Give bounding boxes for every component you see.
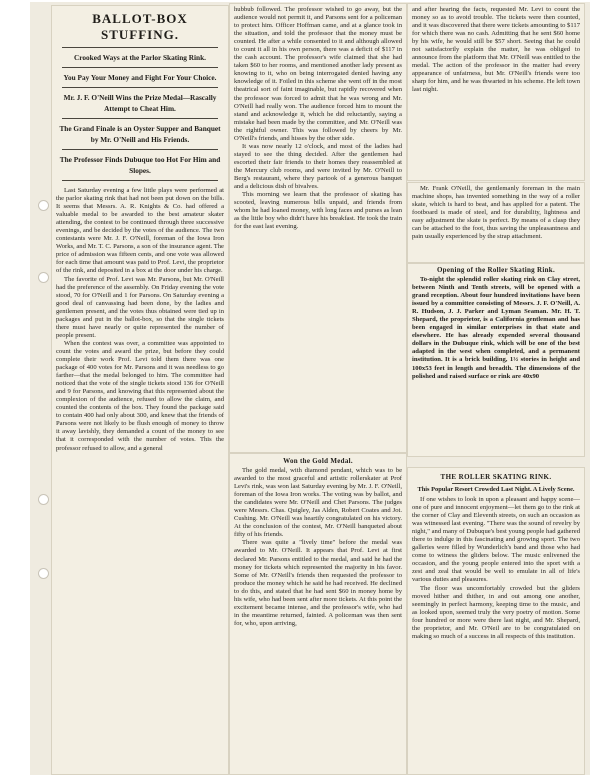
article-paragraph: and after hearing the facts, requested Mr. Levi to count the money so as to avoid trouble. The tickets were then counted, and it was discovered that there were tickets amounting to $117 for which there was no cash. Admitting that he sent $60 home by his wife, he would still be $57 short. Seeing that he could not satisfactorily explain the matter, he was obliged to announce from the platform that Mr. O'Neill was entitled to the medal. The action of the professor in the matter had every appearance of unfairness, but Mr. O'Neill's friends were too sharp for him, and he was thwarted in his scheme. He left town last night. bbox=[412, 6, 580, 94]
article-paragraph: If one wishes to look in upon a pleasant and happy scene—one of pure and innocent enjoyment—let them go to the rink at the corner of Clay and Eleventh streets, on such an occasion as was witnessed last evening. "There was the sound of revelry by night," and many of Dubuque's best young people had gathered there to indulge in this fascinating and growing sport. The two galleries were filled by Wunderlich's band and those who had come to witness the gliders below. The music enlivened the occasion, and the young people entered into the sport with a zest and zeal that would be well to emulate in all of life's various duties and pleasures. bbox=[412, 496, 580, 584]
punch-hole bbox=[38, 200, 49, 211]
article-paragraph: The floor was uncomfortably crowded but the gliders moved hither and thither, in and out among one another, seemingly in perfect harmony, keeping time to the music, and as looked upon, seemed truly the very poetry of motion. Some four hundred or more were there last night, and Mr. Shepard, the proprietor, and Mr. O'Neil are to be congratulated on making so much of a success in all respects of this institution. bbox=[412, 584, 580, 640]
subhead: Crooked Ways at the Parlor Skating Rink. bbox=[74, 53, 206, 62]
punch-hole bbox=[38, 272, 49, 283]
article-heading: THE ROLLER SKATING RINK. bbox=[440, 473, 552, 481]
divider bbox=[452, 483, 540, 484]
article-paragraph: To-night the splendid roller skating rink on Clay street, between Ninth and Tenth streets, will be opened with a grand reception. About four hundred invitations have been issued by a committee consisting of Messrs. J. F. O'Neill, A. R. Hudson, J. J. Parker and Lyman Seaman. Mr. H. T. Shepard, the proprietor, is a California gentleman and has been engaged in similar enterprises in that state and elsewhere. He has already expended several thousand dollars in the Dubuque rink, which will be one of the best adapted in the west when completed, and a permanent institution. It is a brick building, 1½ stories in height and 100x53 feet in length and breadth. The dimensions of the polished and raised surface or rink are 40x90 bbox=[412, 276, 580, 380]
article-heading: Won the Gold Medal. bbox=[283, 457, 353, 465]
headline: BALLOT-BOX STUFFING. bbox=[92, 11, 188, 42]
article-paragraph: The favorite of Prof. Levi was Mr. Parsons, but Mr. O'Neill had the preference of the assembly. On Friday evening the vote stood, 70 for O'Neill and 1 for Parsons. On Saturday evening a good deal of canvassing had been done, by the ladies and gentlemen present, and the votes thus obtained were tied up in packages and put in the ballot-box, so that the single tickets there must have nearly or quite represented the number of people present. bbox=[56, 275, 224, 339]
article-paragraph: Last Saturday evening a few little plays were performed at the parlor skating rink that had not been put down on the bills. It seems that Messrs. A. R. Knights & Co. had offered a valuable medal to be awarded to the best amateur skater attending, the contest to be continued through three successive evenings, and be decided by the votes of the audience. The two contestants were Mr. J. F. O'Neill, foreman of the Iowa Iron Works, and Mr. T. C. Parsons, a son of the insurance agent. The price of admission was fifteen cents, and one vote was allowed for each time that amount was paid to Prof. Levi, the proprietor of the rink, and deposited in a box at the door under his charge. bbox=[56, 187, 224, 275]
scrapbook-page bbox=[30, 2, 590, 775]
subhead: Mr. J. F. O'Neill Wins the Prize Medal—Rascally Attempt to Cheat Him. bbox=[63, 93, 217, 113]
article-subheading: This Popular Resort Crowded Last Night. A Lively Scene. bbox=[417, 486, 575, 493]
divider bbox=[62, 87, 218, 88]
subhead: You Pay Your Money and Fight For Your Choice. bbox=[63, 73, 217, 82]
article-paragraph: It was now nearly 12 o'clock, and most of the ladies had stayed to see the thing decided. After the gentlemen had escorted their fair friends to their homes they reassembled at the Mercury club rooms, and were invited by Mr. O'Neill to Berg's restaurant, where they partook of a generous banquet and a delicious dish of bivalves. bbox=[234, 142, 402, 191]
skate-invention-article bbox=[408, 183, 584, 262]
divider bbox=[62, 149, 218, 150]
gold-medal-continued bbox=[408, 4, 584, 180]
roller-rink-article bbox=[408, 468, 584, 774]
divider bbox=[62, 118, 218, 119]
ballot-box-article bbox=[52, 6, 228, 774]
article-paragraph: hubbub followed. The professor wished to go away, but the audience would not permit it, and Parsons sent for a policeman to protect him. Officer Hoffman came, and at a glance took in the situation, and told the professor that the money must be counted. He after a while consented to it and although allowed to count it all in his own person, there was a deficit of $117 in the cash account. The professor's wife claimed that she had taken $60 to her rooms, and mentioned another lady present as knowing to it, who on being interrogated denied having any knowledge of it. Foiled in this scheme she went off in the most theatrical sort of faint imaginable, but rapidly recovered when the professor was forced to admit that he was wrong and Mr. O'Neill had really won. The audience forced him to mount the stand and acknowledge it, which he did reluctantly, saying a mistake had been made by the committee, and Mr. O'Neill was the rightful owner. This was followed by cheers by Mr. O'Neill's friends, and hisses by the other side. bbox=[234, 6, 402, 142]
article-paragraph: The gold medal, with diamond pendant, which was to be awarded to the most graceful and artistic rollerskater at Prof Levi's rink, was won last Saturday evening by Mr. J. F. O'Neill, foreman of the Iowa Iron works. The voting was by ballot, and the candidates were Mr. O'Neill and Chet Parsons. The judges were Messrs. Chas. Quigley, Jas Alden, Robert Coates and Jot. Cushing. Mr. O'Neill was heartily congratulated on his victory. At the conclusion of the contest, Mr. O'Neill banqueted about fifty of his friends. bbox=[234, 467, 402, 539]
article-heading: Opening of the Roller Skating Rink. bbox=[436, 266, 556, 274]
article-paragraph: There was quite a "lively time" before the medal was awarded to Mr. O'Neill. It appears that Prof. Levi at first declared Mr. Parsons entitled to the medal, and said he had the money for tickets which represented the majority in his favor. Some of Mr. O'Neill's friends then requested the professor to produce the money which he said he had received. He declined to do this, and stated that he had sent $60 in money home by his wife, who had been sent after more tickets. At this point the excitement became intense, and the professor's wife, who had in the meantime returned, fainted. A policeman was then sent for, who, upon arriving, bbox=[234, 539, 402, 627]
gold-medal-article bbox=[230, 454, 406, 774]
article-paragraph: This morning we learn that the professor of skating has scooted, leaving numerous bills unpaid, and friends from whom he had loaned money, with long faces and purses as lean as the little boy who didn't have his breakfast. He took the train for the east last evening. bbox=[234, 191, 402, 231]
divider bbox=[62, 180, 218, 181]
ballot-box-continued bbox=[230, 4, 406, 452]
divider bbox=[62, 67, 218, 68]
article-paragraph: Mr. Frank O'Neill, the gentlemanly foreman in the main machine shops, has invented something in the way of a roller skate, which is hard to beat, and has applied for a patent. The footboard is made of steel, and for durability, lightness and easy adjustment the skate is perfect. By means of a clasp they can be attached to the foot, thus saving the unpleasantness and pain usually experienced by the strap attachment. bbox=[412, 185, 580, 241]
punch-hole bbox=[38, 494, 49, 505]
subhead: The Professor Finds Dubuque too Hot For Him and Slopes. bbox=[59, 155, 221, 175]
article-paragraph: When the contest was over, a committee was appointed to count the votes and award the prize, but before they could complete their work Prof. Levi told them there was one package of 400 votes for Mr. Parsons and it was needless to go farther—that the medal belonged to him. The committee had noticed that the vote of the single tickets stood 136 for O'Neill and 9 for Parsons, and knowing that this represented about the complexion of the audience, refused to allow the claim, and counted the contents of the box. They found the package said to contain 400 had only about 300, and knew that the friends of Parsons were not likely to be flush enough of money to throw it away lavishly, they demanded a count of the money to see that it corresponded with the number of votes. This the professor refused to allow, and a general bbox=[56, 339, 224, 452]
rink-opening-article bbox=[408, 264, 584, 456]
punch-hole bbox=[38, 568, 49, 579]
subhead: The Grand Finale is an Oyster Supper and Banquet by Mr. O'Neill and His Friends. bbox=[59, 124, 221, 144]
divider bbox=[62, 47, 218, 48]
